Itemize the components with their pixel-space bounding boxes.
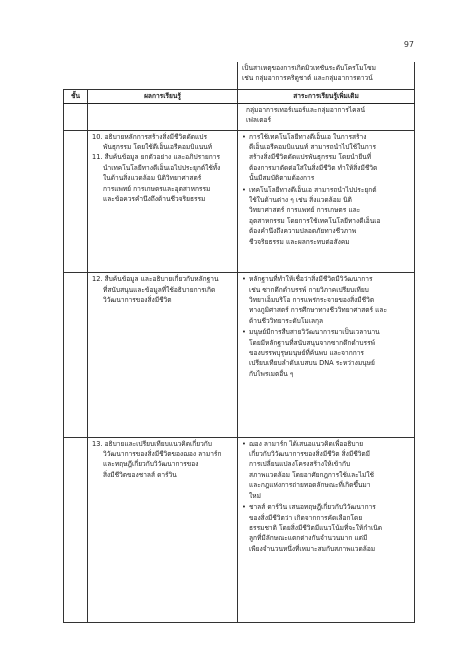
text-line: เช่น ซากดึกดำบรรพ์ กายวิภาคเปรียบเทียบ <box>249 285 369 294</box>
text-line: ทางภูมิศาสตร์ การศึกษาทางชีววิทยาศาสตร์ และ <box>249 306 387 315</box>
text-line: วิวัฒนาการของสิ่งมีชีวิต <box>103 296 172 304</box>
text-line: 11. สืบค้นข้อมูล ยกตัวอย่าง และอภิปรายการ <box>92 153 221 162</box>
text-line: การเปลี่ยนแปลงโครงสร้างให้เข้ากับ <box>249 460 351 469</box>
top-row-content <box>238 62 415 89</box>
outcomes-cell <box>88 273 238 437</box>
text-line: กับไพรเมตอื่น ๆ <box>249 369 294 378</box>
level-cell <box>64 437 88 622</box>
text-line: สร้างสิ่งมีชีวิตดัดแปรพันธุกรรม โดยนำยีนที่ <box>249 153 372 162</box>
level-cell <box>64 103 88 130</box>
text-line: • ชาลส์ ดาร์วิน เสนอทฤษฎีเกี่ยวกับวิวัฒนาการ <box>242 502 410 512</box>
text-line: • เทคโนโลยีทางดีเอ็นเอ สามารถนำไปประยุกต์ <box>242 185 410 195</box>
bullet-item <box>242 274 410 326</box>
text-line: ต้องการมาตัดต่อใส่ในสิ่งมีชีวิต ทำให้สิ่งมีชีวิต <box>249 163 378 172</box>
level-cell <box>64 273 88 437</box>
text-line: ดีเอ็นเอรีคอมบิแนนท์ สามารถนำไปใช้ในการ <box>249 142 377 151</box>
continuation-top-row <box>64 62 415 89</box>
content-cell <box>238 130 415 273</box>
text-line: ในด้านสิ่งแวดล้อม นิติวิทยาศาสตร์ <box>103 174 202 183</box>
text-line: เกี่ยวกับวิวัฒนาการของสิ่งมีชีวิต สิ่งมีชีวิตมี <box>249 450 371 459</box>
text-line: พันธุกรรม โดยใช้ดีเอ็นเอรีคอมบิแนนท์ <box>103 142 213 151</box>
text-line: 10. อธิบายหลักการสร้างสิ่งมีชีวิตดัดแปร <box>92 132 208 141</box>
text-line: ชีวจริยธรรม และผลกระทบต่อสังคม <box>249 237 350 246</box>
text-line: เปรียบเทียบลำดับเบสบน DNA ระหว่างมนุษย์ <box>249 359 375 368</box>
text-line: วิวัฒนาการของสิ่งมีชีวิตของฌอง ลามาร์ก <box>103 450 222 459</box>
bullet-item <box>242 439 410 501</box>
text-line: • การใช้เทคโนโลยีทางดีเอ็นเอ ในการสร้าง <box>242 132 410 142</box>
text-line: 13. อธิบายและเปรียบเทียบแนวคิดเกี่ยวกับ <box>92 439 212 448</box>
outcome-10 <box>92 132 233 153</box>
content-cell <box>238 437 415 622</box>
outcomes-cell <box>88 103 238 130</box>
text-line: ต้องคำนึงถึงความปลอดภัยทางชีวภาพ <box>249 227 357 236</box>
text-line: สภาพแวดล้อม โดยอาศัยกฎการใช้และไม่ใช้ <box>249 470 375 479</box>
continuation-content <box>238 103 415 130</box>
outcomes-cell <box>88 437 238 622</box>
text-line: ด้านชีววิทยาระดับโมเลกุล <box>249 316 324 325</box>
outcome-13 <box>92 439 233 481</box>
page-number: 97 <box>403 40 414 49</box>
text-line: นั้นมีสมบัติตามต้องการ <box>249 174 315 183</box>
table-row <box>64 130 415 273</box>
text-line: วิทยาศาสตร์ การแพทย์ การเกษตร และ <box>249 206 361 215</box>
text-line: เฟลเตอร์ <box>246 115 272 124</box>
blank-cell <box>64 62 88 89</box>
text-line: และข้อควรคำนึงถึงด้านชีวจริยธรรม <box>103 195 206 204</box>
text-line: ธรรมชาติ โดยสิ่งมีชีวิตมีแนวโน้มที่จะให้กำเนิด <box>249 523 383 532</box>
header-level: ชั้น <box>64 89 88 103</box>
text-line: • มนุษย์มีการสืบสายวิวัฒนาการมาเป็นเวลานาน <box>242 327 410 337</box>
table-header <box>64 89 415 103</box>
text-line: กลุ่มอาการเทอร์เนอร์และกลุ่มอาการไคลน์ <box>246 105 366 114</box>
text-line: เป็นสาเหตุของการเกิดมิวเทชันระดับโครโมโซม <box>242 64 376 72</box>
text-line: และกฎแห่งการถ่ายทอดลักษณะที่เกิดขึ้นมา <box>249 481 371 490</box>
content-cell <box>238 273 415 437</box>
bullet-item <box>242 185 410 247</box>
outcome-12 <box>92 274 233 305</box>
table-row <box>64 273 415 437</box>
bullet-item <box>242 327 410 379</box>
text-line: • หลักฐานที่ทำให้เชื่อว่าสิ่งมีชีวิตมีวิวัฒนาการ <box>242 274 410 284</box>
blank-cell <box>88 62 238 89</box>
text-line: การแพทย์ การเกษตรและอุตสาหกรรม <box>103 184 211 193</box>
text-line: 12. สืบค้นข้อมูล และอธิบายเกี่ยวกับหลักฐาน <box>92 275 219 284</box>
text-line: สิ่งมีชีวิตของชาลส์ ดาร์วิน <box>103 470 177 479</box>
text-line: โดยมีหลักฐานที่สนับสนุนจากซากดึกดำบรรพ์ <box>249 338 375 347</box>
text-line: ของสิ่งมีชีวิตว่า เกิดจากการคัดเลือกโดย <box>249 513 363 522</box>
table-row <box>64 437 415 622</box>
text-line: เพียงจำนวนหนึ่งที่เหมาะสมกับสภาพแวดล้อม <box>249 544 376 553</box>
level-cell <box>64 130 88 273</box>
text-line: อุตสาหกรรม โดยการใช้เทคโนโลยีทางดีเอ็นเอ <box>249 216 381 225</box>
text-line: ลูกที่มีลักษณะแตกต่างกันจำนวนมาก แต่มี <box>249 534 368 543</box>
text-line: ใช้ในด้านต่าง ๆ เช่น สิ่งแวดล้อม นิติ <box>249 196 352 205</box>
text-line: ที่สนับสนุนและข้อมูลที่ใช้อธิบายการเกิด <box>103 285 216 294</box>
bullet-item <box>242 132 410 184</box>
outcomes-cell <box>88 130 238 273</box>
header-content: สาระการเรียนรู้เพิ่มเติม <box>238 89 415 103</box>
text-line: ใหม่ <box>249 491 261 500</box>
text-line: ของบรรพบุรุษมนุษย์ที่ค้นพบ และจากการ <box>249 349 364 358</box>
header-outcomes: ผลการเรียนรู้ <box>88 89 238 103</box>
text-line: และทฤษฎีเกี่ยวกับวิวัฒนาการของ <box>103 460 199 469</box>
text-line: นำเทคโนโลยีทางดีเอ็นเอไปประยุกต์ใช้ทั้ง <box>103 163 221 172</box>
text-line: เช่น กลุ่มอาการคริดูชาต์ และกลุ่มอาการดาวน์ <box>242 74 373 83</box>
outcome-11 <box>92 152 233 204</box>
curriculum-table <box>63 62 415 623</box>
text-line: • ฌอง ลามาร์ก ได้เสนอแนวคิดเพื่ออธิบาย <box>242 439 410 449</box>
table-row <box>64 103 415 130</box>
bullet-item <box>242 502 410 554</box>
text-line: วิทยาเอ็มบริโอ การแพร่กระจายของสิ่งมีชีวิต <box>249 296 375 304</box>
